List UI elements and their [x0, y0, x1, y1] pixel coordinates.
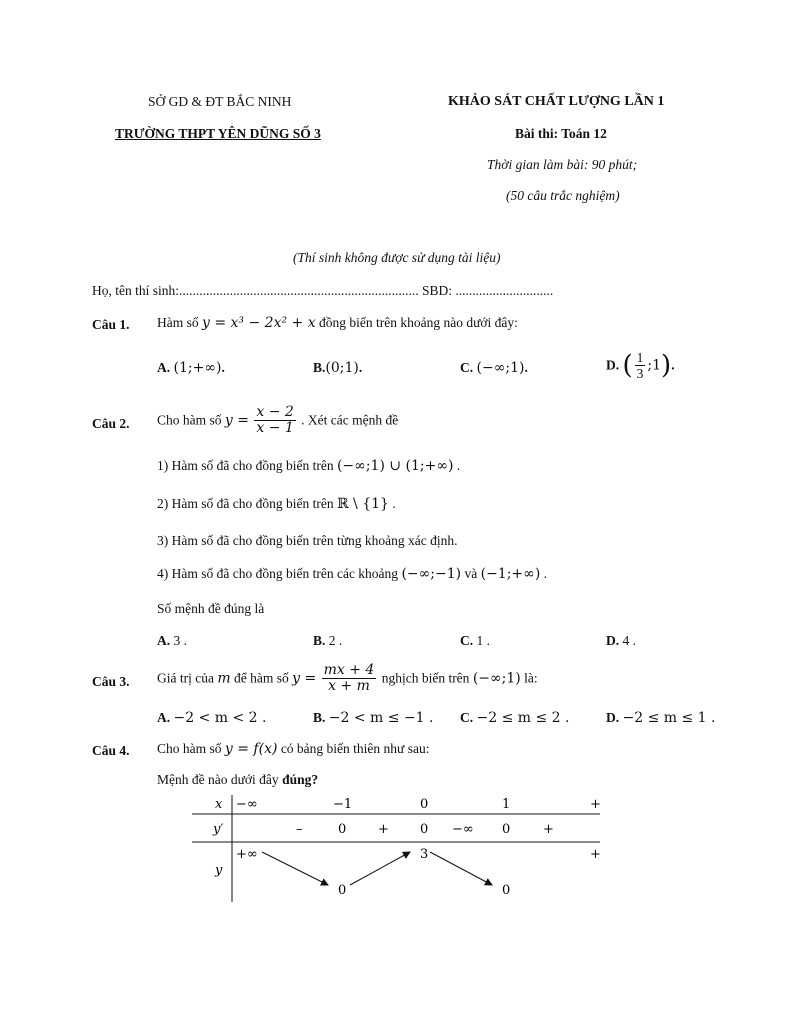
y-row-label: y: [215, 863, 223, 878]
q4-label: Câu 4.: [92, 743, 130, 758]
q1-function: y = x³ − 2x² + x: [202, 315, 316, 331]
y-value: 3: [420, 847, 429, 862]
q1-option-c: C. (−∞;1).: [460, 360, 528, 376]
q3-fraction: $\frac{mx + 4}{x + m}$: [323, 662, 375, 694]
q2-statement-4: 4) Hàm số đã cho đồng biến trên các khoảng (−∞;−1) và (−1;+∞) .: [157, 566, 548, 582]
question-count: (50 câu trắc nghiệm): [506, 188, 620, 203]
yp-row-label: y′: [213, 822, 224, 837]
yp-value: –: [296, 822, 303, 837]
q2-fraction: $\frac{x - 2}{x - 1}$: [256, 404, 294, 436]
q2-option-b: B. 2 .: [313, 633, 343, 648]
yp-value: −∞: [452, 822, 474, 837]
q4-stem: Cho hàm số y = f(x) có bảng biến thiên như sau:: [157, 741, 430, 757]
q1-label: Câu 1.: [92, 317, 130, 332]
q1-option-d: D. ( $\frac{1}{3}$ ;1).: [606, 350, 675, 381]
yp-value: 0: [502, 822, 511, 837]
department-name: SỞ GD & ĐT BẮC NINH: [148, 94, 292, 109]
q2-statement-2: 2) Hàm số đã cho đồng biến trên ℝ \ {1} .: [157, 496, 396, 512]
yp-value: +: [378, 822, 389, 837]
exam-duration: Thời gian làm bài: 90 phút;: [487, 157, 638, 172]
q1-stem: Hàm số y = x³ − 2x² + x đồng biến trên khoảng nào dưới đây:: [157, 315, 518, 331]
q4-question: Mệnh đề nào dưới đây đúng?: [157, 772, 319, 787]
y-value: 0: [502, 883, 511, 898]
q1-option-a: A. (1;+∞).: [157, 360, 225, 376]
q2-question: Số mệnh đề đúng là: [157, 601, 265, 616]
q3-option-b: B. −2 < m ≤ −1 .: [313, 710, 434, 726]
q2-stem: Cho hàm số y = $\frac{x - 2}{x - 1}$ . Xét các mệnh đề: [157, 404, 399, 436]
q3-option-d: D. −2 ≤ m ≤ 1 .: [606, 710, 716, 726]
x-row-label: x: [215, 797, 223, 812]
variation-arrow: [262, 852, 328, 885]
exam-title: KHẢO SÁT CHẤT LƯỢNG LẦN 1: [448, 94, 665, 109]
y-value: 0: [338, 883, 347, 898]
y-value: +: [590, 847, 601, 862]
q3-option-c: C. −2 ≤ m ≤ 2 .: [460, 710, 570, 726]
exam-subject: Bài thi: Toán 12: [515, 126, 607, 141]
q1-option-b: B.(0;1).: [313, 360, 363, 376]
q3-label: Câu 3.: [92, 674, 130, 689]
q2-label: Câu 2.: [92, 416, 130, 431]
q2-option-a: A. 3 .: [157, 633, 187, 648]
q2-option-c: C. 1 .: [460, 633, 490, 648]
q2-option-d: D. 4 .: [606, 633, 636, 648]
school-name: TRƯỜNG THPT YÊN DŨNG SỐ 3: [115, 126, 321, 141]
variation-arrow: [350, 852, 410, 885]
x-value: +: [590, 797, 601, 812]
yp-value: 0: [338, 822, 347, 837]
x-value: 1: [502, 797, 511, 812]
candidate-name-line: Họ, tên thí sinh:....................................................................... SBD: .............................: [92, 283, 554, 298]
q3-option-a: A. −2 < m < 2 .: [157, 710, 267, 726]
q2-statement-3: 3) Hàm số đã cho đồng biến trên từng khoảng xác định.: [157, 533, 458, 548]
x-value: 0: [420, 797, 429, 812]
q2-statement-1: 1) Hàm số đã cho đồng biến trên (−∞;1) ∪ (1;+∞) .: [157, 458, 461, 474]
variation-arrow: [430, 852, 492, 885]
yp-value: 0: [420, 822, 429, 837]
x-value: −1: [333, 797, 353, 812]
y-value: +∞: [236, 847, 258, 862]
q4-function: y = f(x): [224, 741, 278, 757]
yp-value: +: [543, 822, 554, 837]
q3-stem: Giá trị của m để hàm số y = $\frac{mx + 4}{x + m}$ nghịch biến trên (−∞;1) là:: [157, 662, 538, 694]
exam-note: (Thí sinh không được sử dụng tài liệu): [293, 250, 501, 265]
x-value: −∞: [236, 797, 258, 812]
